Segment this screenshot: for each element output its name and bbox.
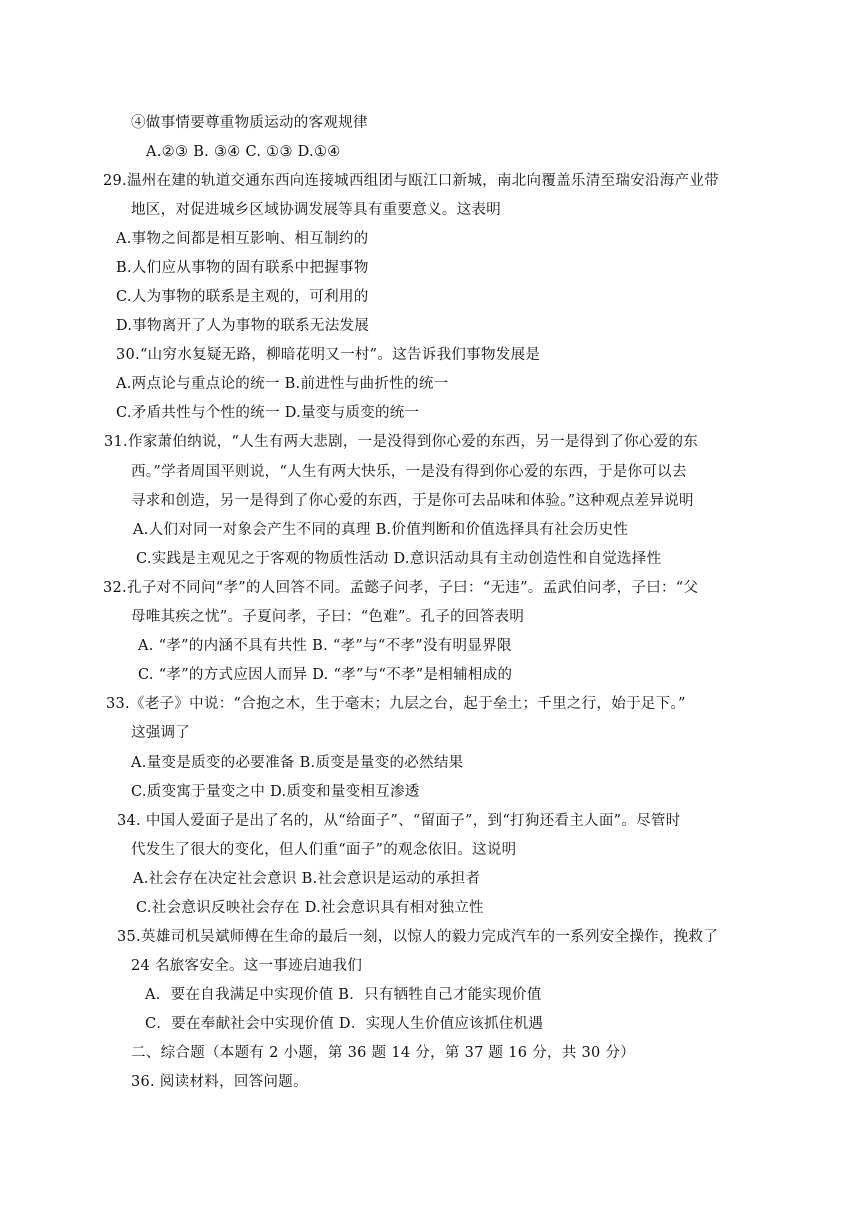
question-36: 36. 阅读材料，回答问题。	[131, 1074, 308, 1090]
options-cd: C.质变寓于量变之中 D.质变和量变相互渗透	[131, 784, 420, 800]
options-cd: C.社会意识反映社会存在 D.社会意识具有相对独立性	[136, 900, 484, 916]
options-ab: A. “孝”的内涵不具有共性 B. “孝”与“不孝”没有明显界限	[138, 638, 512, 654]
question-32: 32.孔子对不同问“孝”的人回答不同。孟懿子问孝，子曰：“无违”。孟武伯问孝，子曰：“父	[103, 580, 699, 596]
question-30: 30.“山穷水复疑无路，柳暗花明又一村”。这告诉我们事物发展是	[116, 347, 541, 363]
option-c: C.人为事物的联系是主观的，可利用的	[116, 289, 369, 305]
options-cd: C．要在奉献社会中实现价值 D．实现人生价值应该抓住机遇	[145, 1016, 544, 1032]
answer-choices: A.②③ B. ③④ C. ①③ D.①④	[146, 144, 341, 160]
option-a: A.事物之间都是相互影响、相互制约的	[116, 231, 369, 247]
options-cd: C.实践是主观见之于客观的物质性活动 D.意识活动具有主动创造性和自觉选择性	[136, 551, 662, 567]
options-ab: A.人们对同一对象会产生不同的真理 B.价值判断和价值选择具有社会历史性	[133, 522, 629, 538]
option-b: B.人们应从事物的固有联系中把握事物	[116, 260, 369, 276]
question-text: 代发生了很大的变化，但人们重“面子”的观念依旧。这说明	[131, 842, 517, 858]
question-33: 33.《老子》中说：“合抱之木，生于毫末；九层之台，起于垒土；千里之行，始于足下。”	[106, 696, 686, 712]
question-29: 29.温州在建的轨道交通东西向连接城西组团与瓯江口新城，南北向覆盖乐清至瑞安沿海产业带	[103, 173, 719, 189]
question-34: 34. 中国人爱面子是出了名的，从“给面子”、“留面子”，到“打狗还看主人面”。尽管时	[117, 813, 681, 829]
question-35: 35.英雄司机吴斌师傅在生命的最后一刻，以惊人的毅力完成汽车的一系列安全操作，挽救了	[117, 929, 719, 945]
options-cd: C.矛盾共性与个性的统一 D.量变与质变的统一	[116, 405, 420, 421]
question-text: 地区，对促进城乡区域协调发展等具有重要意义。这表明	[131, 202, 501, 218]
option-line: ④做事情要尊重物质运动的客观规律	[131, 115, 368, 131]
question-text: 24 名旅客安全。这一事迹启迪我们	[131, 958, 363, 974]
question-text: 这强调了	[131, 725, 191, 741]
options-ab: A.社会存在决定社会意识 B.社会意识是运动的承担者	[133, 871, 481, 887]
options-ab: A．要在自我满足中实现价值 B．只有牺牲自己才能实现价值	[145, 987, 542, 1003]
options-ab: A.两点论与重点论的统一 B.前进性与曲折性的统一	[116, 376, 449, 392]
question-31: 31.作家萧伯纳说，“人生有两大悲剧，一是没得到你心爱的东西，另一是得到了你心爱的东	[104, 434, 699, 450]
question-text: 寻求和创造，另一是得到了你心爱的东西，于是你可去品味和体验。”这种观点差异说明	[131, 493, 694, 509]
question-text: 西。”学者周国平则说，“人生有两大快乐，一是没有得到你心爱的东西，于是你可以去	[131, 464, 687, 480]
options-ab: A.量变是质变的必要准备 B.质变是量变的必然结果	[131, 755, 464, 771]
section-heading: 二、综合题（本题有 2 小题，第 36 题 14 分，第 37 题 16 分，共 30 分）	[131, 1045, 636, 1061]
option-d: D.事物离开了人为事物的联系无法发展	[116, 318, 370, 334]
question-text: 母唯其疾之忧”。子夏问孝，子曰：“色难”。孔子的回答表明	[131, 609, 525, 625]
options-cd: C. “孝”的方式应因人而异 D. “孝”与“不孝”是相辅相成的	[138, 667, 513, 683]
